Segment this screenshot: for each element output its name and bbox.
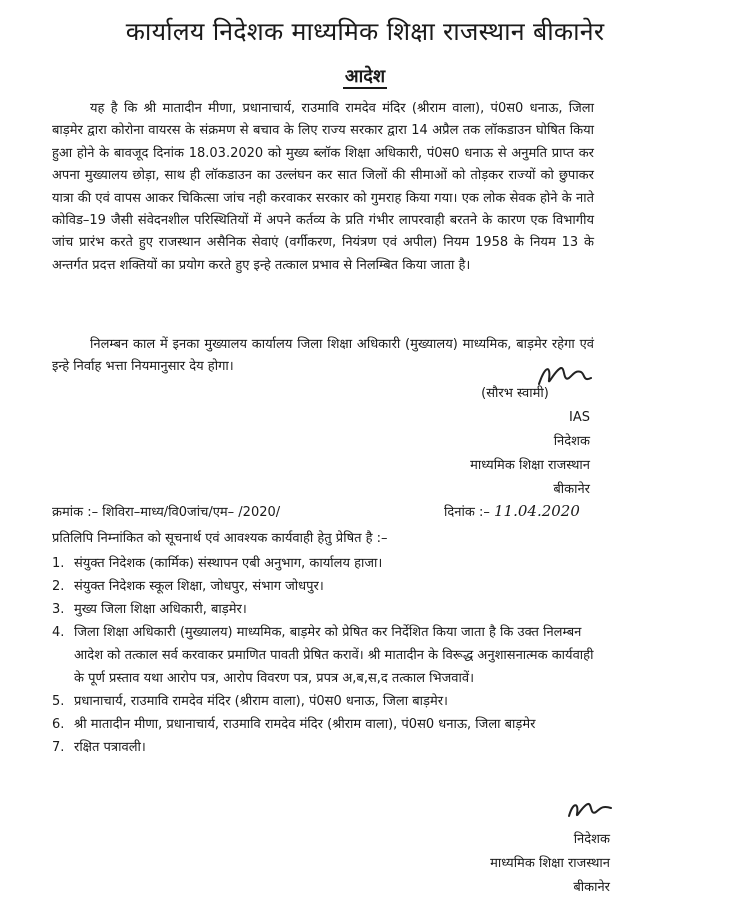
signatory-block bbox=[440, 382, 590, 502]
list-item-number: 2. bbox=[52, 579, 65, 594]
list-item-number: 3. bbox=[52, 602, 65, 617]
list-item-text: श्री मातादीन मीणा, प्रधानाचार्य, राउमावि रामदेव मंदिर (श्रीराम वाला), पं0स0 धनाऊ, जिला बाड़मेर bbox=[74, 717, 536, 732]
reference-number: क्रमांक :– शिविरा–माध्य/वि0जांच/एम– /2020/ bbox=[52, 505, 281, 520]
office-heading: कार्यालय निदेशक माध्यमिक शिक्षा राजस्थान बीकानेर bbox=[125, 17, 605, 46]
bottom-signatory-designation: निदेशक bbox=[573, 832, 610, 847]
list-item bbox=[52, 690, 602, 713]
bottom-signatory-city: बीकानेर bbox=[573, 880, 610, 895]
bottom-signatory-department: माध्यमिक शिक्षा राजस्थान bbox=[490, 856, 610, 871]
reference-date bbox=[444, 502, 580, 520]
reference-line bbox=[52, 502, 612, 520]
list-item bbox=[52, 621, 602, 690]
list-item-number: 5. bbox=[52, 694, 65, 709]
copy-list bbox=[52, 552, 602, 759]
signatory-department: माध्यमिक शिक्षा राजस्थान bbox=[470, 458, 590, 473]
list-item-text: रक्षित पत्रावली। bbox=[74, 740, 146, 755]
list-item-text: मुख्य जिला शिक्षा अधिकारी, बाड़मेर। bbox=[74, 602, 247, 617]
list-item bbox=[52, 598, 602, 621]
copy-intro: प्रतिलिपि निम्नांकित को सूचनार्थ एवं आवश्यक कार्यवाही हेतु प्रेषित है :– bbox=[52, 531, 388, 546]
list-item-number: 4. bbox=[52, 625, 65, 640]
suspension-headquarters-paragraph: निलम्बन काल में इनका मुख्यालय कार्यालय जिला शिक्षा अधिकारी (मुख्यालय) माध्यमिक, बाड़मेर रहेगा एवं इन्हे निर्वाह भत्ता नियमानुसार देय होगा। bbox=[52, 337, 594, 375]
reference-date-value: 11.04.2020 bbox=[494, 502, 580, 520]
list-item-text: संयुक्त निदेशक स्कूल शिक्षा, जोधपुर, संभाग जोधपुर। bbox=[74, 579, 324, 594]
order-title bbox=[0, 64, 730, 88]
list-item-number: 6. bbox=[52, 717, 65, 732]
list-item-text: प्रधानाचार्य, राउमावि रामदेव मंदिर (श्रीराम वाला), पं0स0 धनाऊ, जिला बाड़मेर। bbox=[74, 694, 448, 709]
list-item bbox=[52, 575, 602, 598]
signatory-service: IAS bbox=[569, 410, 590, 425]
signatory-city: बीकानेर bbox=[553, 482, 590, 497]
list-item bbox=[52, 552, 602, 575]
bottom-signatory-block bbox=[440, 828, 610, 900]
order-title-text: आदेश bbox=[344, 66, 386, 87]
reference-date-label: दिनांक :– bbox=[444, 505, 490, 520]
order-body-paragraph: यह है कि श्री मातादीन मीणा, प्रधानाचार्य, राउमावि रामदेव मंदिर (श्रीराम वाला), पं0स0 धनाऊ, जिला बाड़मेर द्वारा कोरोना वायरस के संक्रमण से बचाव के लिए राज्य सरकार द्वारा 14 अप्रैल तक लॉकडाउन घोषित किया हुआ होने के बावजूद दिनांक 18.03.2020 को मुख्य ब्लॉक शिक्षा अधिकारी, पं0स0 धनाऊ से अनुमति प्राप्त कर अपना मुख्यालय छोड़ा, साथ ही लॉकडाउन का उल्लंघन कर सात जिलों की सीमाओं को तोड़कर राज्यों को छुपाकर यात्रा की एवं वापस आकर चिकित्सा जांच नही करवाकर सरकार को गुमराह किया गया। एक लोक सेवक होने के नाते कोविड–19 जैसी संवेदनशील परिस्थितियों में अपने कर्तव्य के प्रति गंभीर लापरवाही बरतने के कारण एक विभागीय जांच प्रारंभ करते हुए राजस्थान असैनिक सेवाएं (वर्गीकरण, नियंत्रण एवं अपील) नियम 1958 के नियम 13 के अन्तर्गत प्रदत्त शक्तियों का प्रयोग करते हुए इन्हे तत्काल प्रभाव से निलम्बित किया जाता है। bbox=[52, 101, 594, 273]
list-item bbox=[52, 713, 602, 736]
signature-mark-bottom bbox=[565, 796, 615, 822]
list-item-number: 7. bbox=[52, 740, 65, 755]
signatory-name: (सौरभ स्वामी) bbox=[481, 386, 549, 401]
signatory-designation: निदेशक bbox=[553, 434, 590, 449]
list-item bbox=[52, 736, 602, 759]
list-item-text: संयुक्त निदेशक (कार्मिक) संस्थापन एबी अनुभाग, कार्यालय हाजा। bbox=[74, 556, 383, 571]
list-item-text: जिला शिक्षा अधिकारी (मुख्यालय) माध्यमिक, बाड़मेर को प्रेषित कर निर्देशित किया जाता है कि उक्त निलम्बन आदेश को तत्काल सर्व करवाकर प्रमाणित पावती प्रेषित करावें। श्री मातादीन के विरूद्ध अनुशासनात्मक कार्यवाही के पूर्ण प्रस्ताव यथा आरोप पत्र, आरोप विवरण पत्र, प्रपत्र अ,ब,स,द तत्काल भिजवावें। bbox=[74, 625, 594, 686]
list-item-number: 1. bbox=[52, 556, 65, 571]
